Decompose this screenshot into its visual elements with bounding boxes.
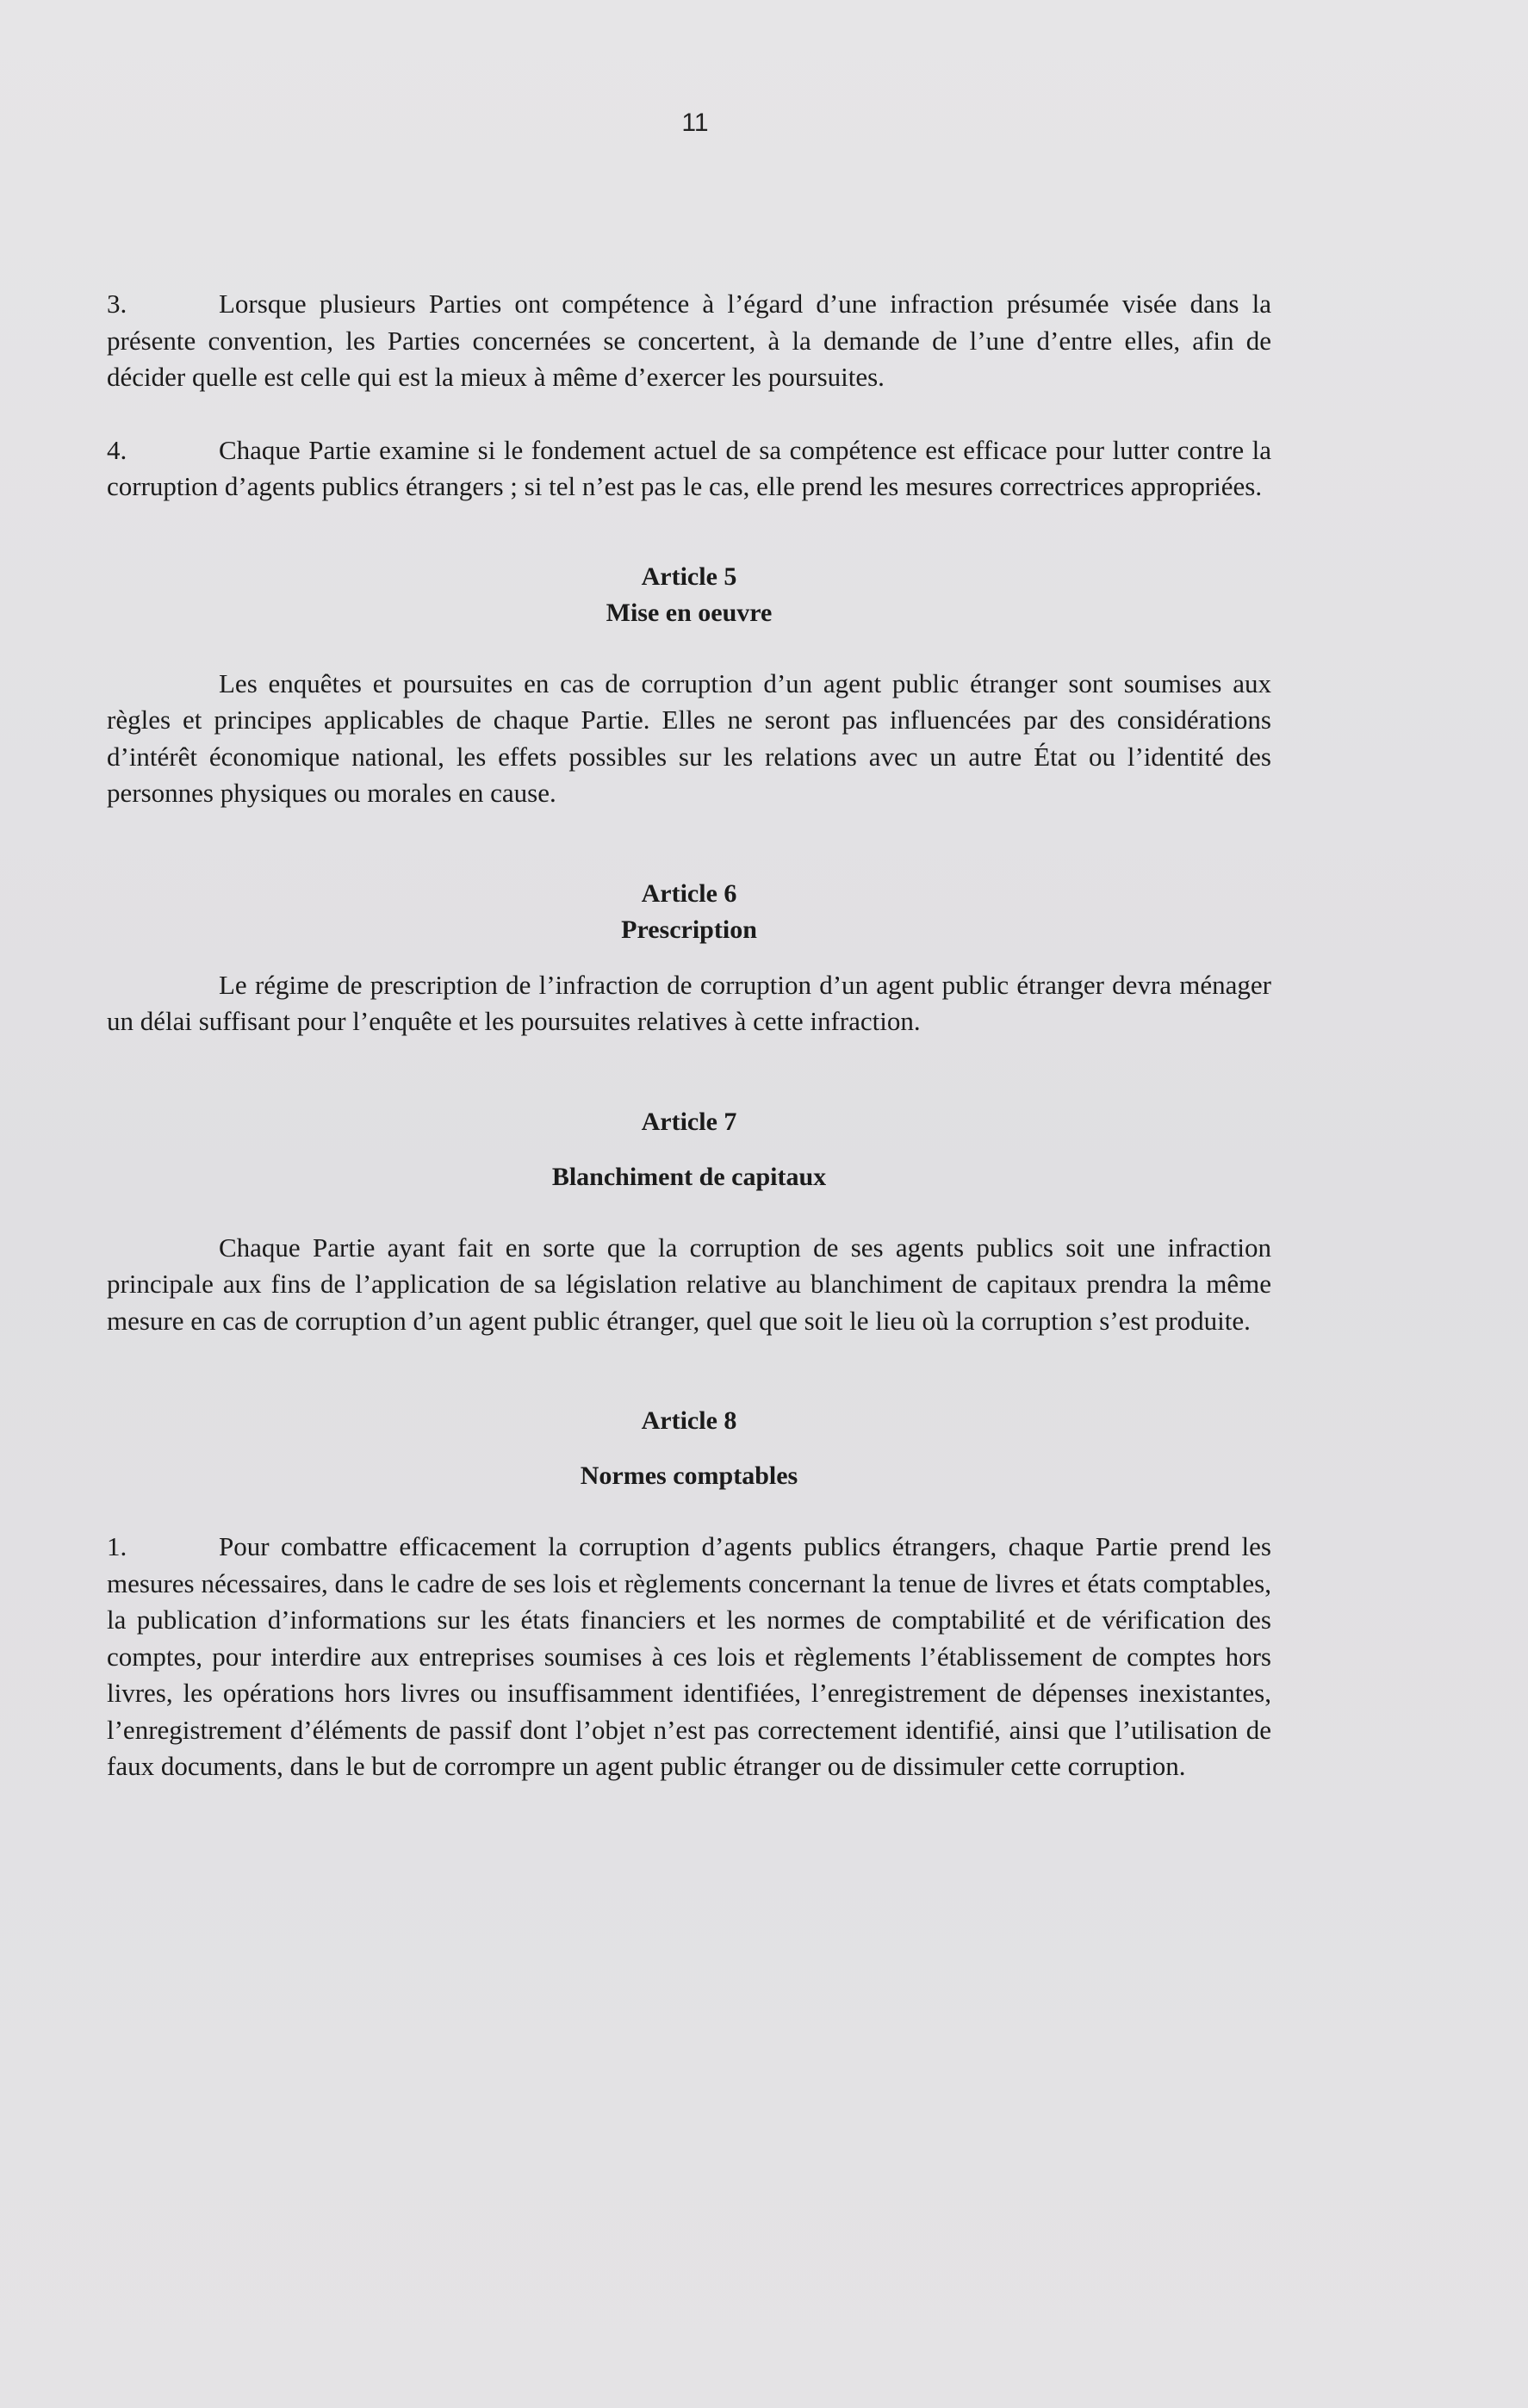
article-6-heading: Article 6 (641, 878, 737, 908)
article-7-title: Blanchiment de capitaux (551, 1162, 827, 1191)
paragraph-4-3 (107, 286, 1271, 396)
paragraph-text: Chaque Partie examine si le fondement actuel de sa compétence est efficace pour lutter contre la corruption d’agents publics étrangers ; si tel n’est pas le cas, elle prend les mesures correctrices appropriées. (107, 434, 1271, 501)
article-5-title: Mise en oeuvre (606, 598, 773, 627)
article-6-text: Le régime de prescription de l’infraction de corruption d’un agent public étranger devra ménager un délai suffisant pour l’enquête et les poursuites relatives à cette infraction. (107, 969, 1271, 1036)
page-number: 11 (681, 109, 709, 137)
paragraph-number: 1. (107, 1531, 127, 1561)
article-8-heading: Article 8 (641, 1406, 737, 1435)
paragraph-number: 3. (107, 289, 127, 319)
article-6-title: Prescription (621, 915, 757, 944)
document-body (107, 286, 1271, 1785)
paragraph-4-4 (107, 432, 1271, 506)
paragraph-number: 4. (107, 434, 127, 465)
paragraph-text: Pour combattre efficacement la corruption d’agents publics étrangers, chaque Partie prend les mesures nécessaires, dans le cadre de ses lois et règlements concernant la tenue de livres et états comptables, la publication d’informations sur les états financiers et les normes de comptabilité et de vérification des comptes, pour interdire aux entreprises soumises à ces lois et règlements l’établissement de comptes hors livres, les opérations hors livres ou insuffisamment identifiées, l’enregistrement de dépenses inexistantes, l’enregistrement d’éléments de passif dont l’objet n’est pas correctement identifié, ainsi que l’utilisation de faux documents, dans le but de corrompre un agent public étranger ou de dissimuler cette corruption. (107, 1531, 1271, 1781)
article-7-heading: Article 7 (641, 1107, 737, 1136)
article-5-text: Les enquêtes et poursuites en cas de corruption d’un agent public étranger sont soumises aux règles et principes applicables de chaque Partie. Elles ne seront pas influencées par des considérations d’intérêt économique national, les effets possibles sur les relations avec un autre État ou l’identité des personnes physiques ou morales en cause. (107, 667, 1271, 808)
article-8-title: Normes comptables (580, 1462, 798, 1490)
article-5-heading: Article 5 (641, 562, 737, 591)
article-7-text: Chaque Partie ayant fait en sorte que la corruption de ses agents publics soit une infraction principale aux fins de l’application de sa législation relative au blanchiment de capitaux prendra la même mesure en cas de corruption d’un agent public étranger, quel que soit le lieu où la corruption s’est produite. (107, 1232, 1271, 1336)
paragraph-text: Lorsque plusieurs Parties ont compétence à l’égard d’une infraction présumée visée dans la présente convention, les Parties concernées se concertent, à la demande de l’une d’entre elles, afin de décider quelle est celle qui est la mieux à même d’exercer les poursuites. (107, 289, 1271, 392)
article-8-paragraph-1 (107, 1529, 1271, 1785)
